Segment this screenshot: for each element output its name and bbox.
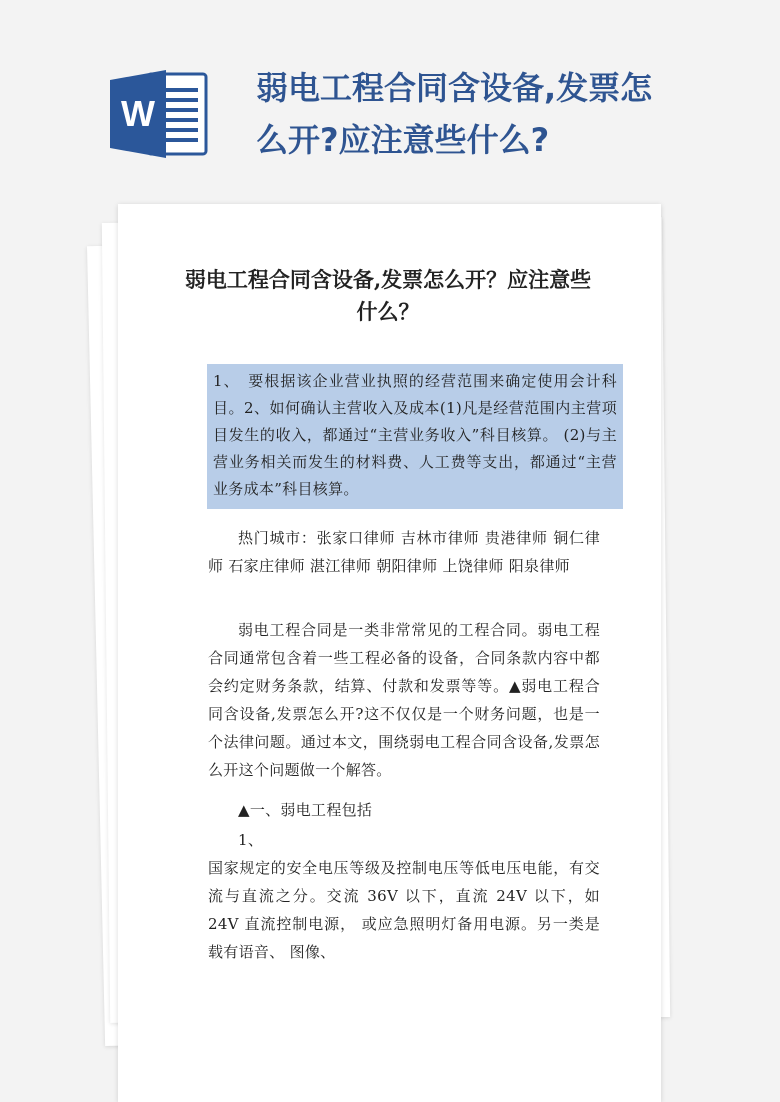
highlighted-paragraph[interactable]: 1、 要根据该企业营业执照的经营范围来确定使用会计科目。2、如何确认主营收入及成本(1)凡是经营范围内主营项目发生的收入，都通过“主营业务收入”科目核算。 (2)与主营业务相关而发生的材料费、人工费等支出，都通过“主营业务成本”科目核算。 [207,364,623,509]
document-page [118,204,661,1102]
section-heading: ▲一、弱电工程包括 [238,801,373,819]
document-title: 弱电工程合同含设备,发票怎么开？应注意些什么？ [184,267,592,324]
intro-paragraph: 弱电工程合同是一类非常常见的工程合同。弱电工程合同通常包含着一些工程必备的设备，合同条款内容中都会约定财务条款，结算、付款和发票等等。▲弱电工程合同含设备,发票怎么开?这不仅仅是一个财务问题，也是一个法律问题。通过本文，围绕弱电工程合同含设备,发票怎么开这个问题做一个解答。 [208,621,600,779]
body-paragraph: 国家规定的安全电压等级及控制电压等低电压电能，有交流与直流之分。交流 36V 以下，直流 24V 以下，如 24V 直流控制电源， 或应急照明灯备用电源。另一类是载有语音、 图像、 [208,859,600,961]
item-number: 1、 [238,831,264,849]
header [0,0,780,200]
word-icon[interactable] [108,66,210,162]
page-title: 弱电工程合同含设备,发票怎么开?应注意些什么? [256,69,653,159]
svg-text:W: W [121,93,155,134]
popular-cities-paragraph: 热门城市：张家口律师 吉林市律师 贵港律师 铜仁律师 石家庄律师 湛江律师 朝阳律师 上饶律师 阳泉律师 [208,529,600,575]
